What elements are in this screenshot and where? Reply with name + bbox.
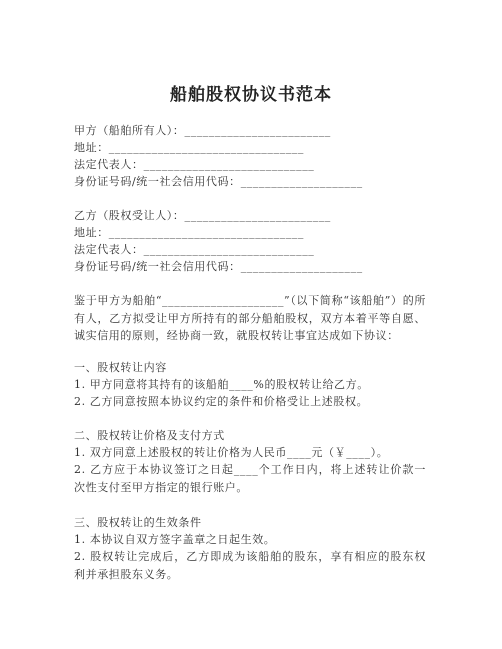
party-b-legal-rep-field: 法定代表人：____________________________ — [74, 243, 315, 256]
list-item: 2. 乙方应于本协议签订之日起____个工作日内，将上述转让价款一次性支付至甲方指定的银行账户。 — [74, 463, 426, 494]
list-item: 1. 双方同意上述股权的转让价格为人民币____元（￥____）。 — [74, 446, 389, 459]
preamble-paragraph: 鉴于甲方为船舶“____________________”（以下简称“该船舶”）的所有人，乙方拟受让甲方所持有的部分船舶股权，双方本着平等自愿、诚实信用的原则，经协商一致，就股权转让事宜达成如下协议： — [74, 294, 426, 342]
party-a-address-field: 地址：________________________________ — [74, 141, 304, 154]
list-item: 1. 甲方同意将其持有的该船舶____%的股权转让给乙方。 — [74, 378, 369, 391]
party-b-id-field: 身份证号码/统一社会信用代码：____________________ — [74, 260, 363, 273]
party-a-name-field: 甲方（船舶所有人）：________________________ — [74, 124, 331, 137]
list-item: 2. 乙方同意按照本协议约定的条件和价格受让上述股权。 — [74, 395, 369, 408]
party-b-name-field: 乙方（股权受让人）：________________________ — [74, 209, 331, 222]
section-heading: 一、股权转让内容 — [74, 361, 167, 374]
party-a-legal-rep-field: 法定代表人：____________________________ — [74, 158, 315, 171]
list-item: 2. 股权转让完成后，乙方即成为该船舶的股东，享有相应的股东权利并承担股东义务。 — [74, 550, 426, 581]
section-heading: 三、股权转让的生效条件 — [74, 516, 202, 529]
list-item: 1. 本协议自双方签字盖章之日起生效。 — [74, 533, 276, 546]
party-b-address-field: 地址：________________________________ — [74, 226, 304, 239]
party-a-id-field: 身份证号码/统一社会信用代码：____________________ — [74, 175, 363, 188]
section-heading: 二、股权转让价格及支付方式 — [74, 429, 225, 442]
document-title: 船舶股权协议书范本 — [170, 85, 332, 105]
